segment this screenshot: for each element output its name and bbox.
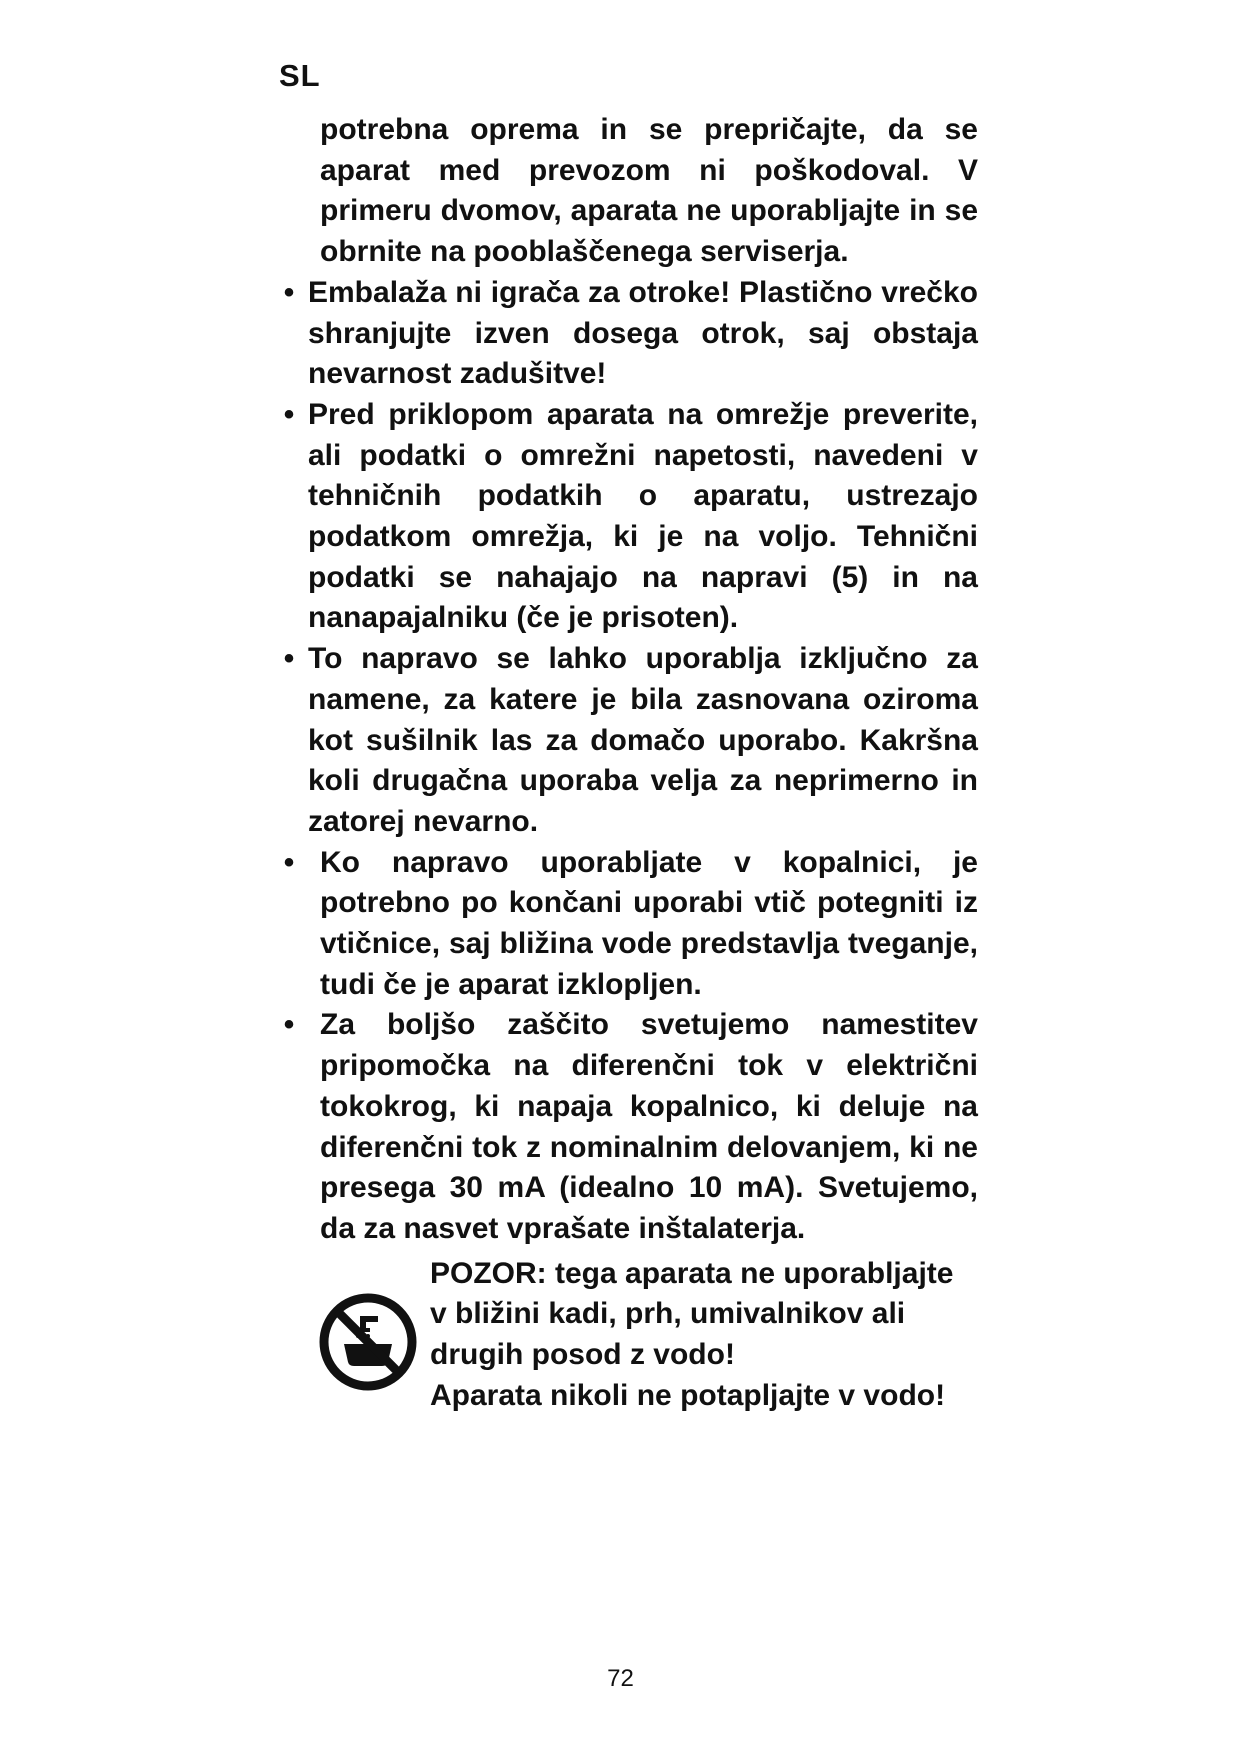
document-body xyxy=(278,110,978,1417)
no-water-icon xyxy=(318,1292,418,1392)
intro-paragraph: potrebna oprema in se prepričajte, da se aparat med prevozom ni poškodoval. V primeru dvomov, aparata ne uporabljajte in se obrnite na pooblaščenega serviserja. xyxy=(320,113,978,269)
list-item xyxy=(278,395,978,639)
list-item-text: Embalaža ni igrača za otroke! Plastično vrečko shranjujte izven dosega otrok, saj obstaja nevarnost zadušitve! xyxy=(308,275,978,391)
list-item-text: Ko napravo uporabljate v kopalnici, je potrebno po končani uporabi vtič potegniti iz vtičnice, saj bližina vode predstavlja tveganje, tudi če je aparat izklopljen. xyxy=(320,845,978,1001)
list-item-text: Za boljšo zaščito svetujemo namestitev pripomočka na diferenčni tok v električni tokokrog, ki napaja kopalnico, ki deluje na diferenčni tok z nominalnim delovanjem, ki ne presega 30 mA (idealno 10 mA). Svetujemo, da za nasvet vprašate inštalaterja. xyxy=(320,1008,978,1245)
list-item xyxy=(278,1005,978,1249)
bullet-icon: • xyxy=(283,397,295,431)
bullet-icon: • xyxy=(283,275,295,309)
bullet-icon: • xyxy=(283,845,295,879)
warning-block xyxy=(278,1254,978,1417)
warning-text-immersion: Aparata nikoli ne potapljajte v vodo! xyxy=(430,1378,946,1412)
warning-text: POZOR: tega aparata ne uporabljajte v bližini kadi, prh, umivalnikov ali drugih posod z vodo! xyxy=(430,1256,954,1372)
language-code: SL xyxy=(279,58,321,93)
list-item xyxy=(278,639,978,843)
page-number: 72 xyxy=(607,1665,634,1692)
list-item xyxy=(278,273,978,395)
list-item-text: Pred priklopom aparata na omrežje preverite, ali podatki o omrežni napetosti, navedeni v tehničnih podatkih o aparatu, ustrezajo podatkom omrežja, ki je na voljo. Tehnični podatki se nahajajo na napravi (5) in na nanapajalniku (če je prisoten). xyxy=(308,397,978,635)
list-item-text: To napravo se lahko uporablja izključno za namene, za katere je bila zasnovana oziroma kot sušilnik las za domačo uporabo. Kakršna koli drugačna uporaba velja za neprimerno in zatorej nevarno. xyxy=(308,642,978,838)
bullet-icon: • xyxy=(283,642,295,676)
list-item xyxy=(278,843,978,1006)
bullet-icon: • xyxy=(283,1008,295,1042)
